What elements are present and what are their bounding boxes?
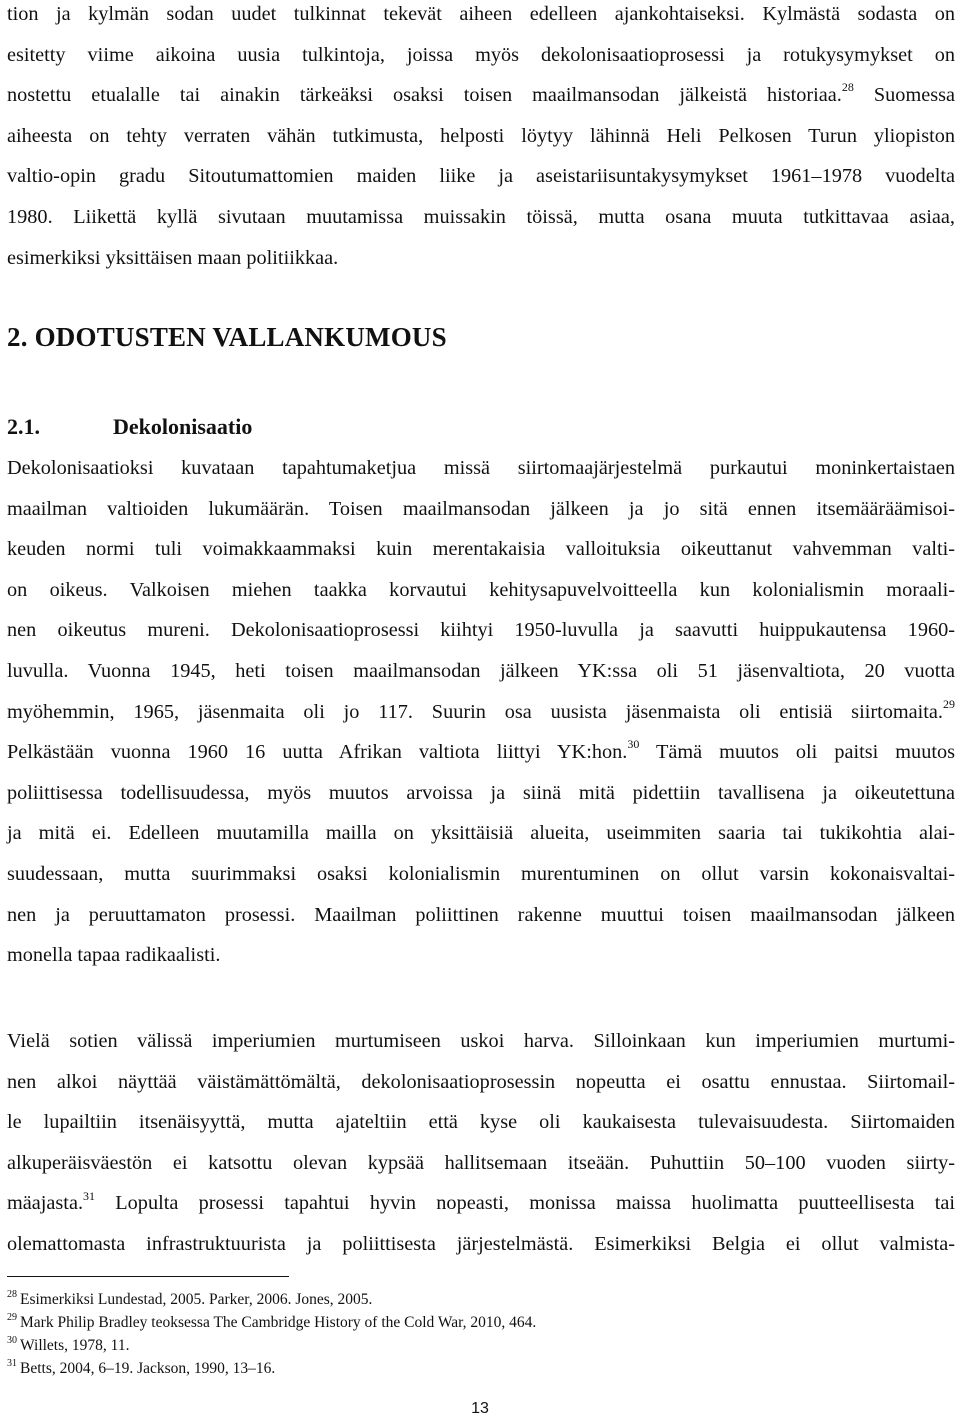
text-line: olemattomasta infrastruktuurista ja poliittisesta järjestelmästä. Esimerkiksi Belgia ei ollut valmista- [7, 1232, 955, 1255]
text-line: esimerkiksi yksittäisen maan politiikkaa. [7, 246, 339, 269]
section-title: Dekolonisaatio [113, 414, 253, 439]
text-line: nen oikeutus mureni. Dekolonisaatioprosessi kiihtyi 1950-luvulla ja saavutti huippukautensa 1960- [7, 619, 955, 642]
text-fragment: Suomessa [873, 84, 956, 107]
text-line: valtio-opin gradu Sitoutumattomien maiden liike ja aseistariisuntakysymykset 1961–1978 vuodelta [7, 165, 955, 188]
footnote-number: 30 [7, 1334, 17, 1346]
text-line: aiheesta on tehty verraten vähän tutkimusta, helposti löytyy lähinnä Heli Pelkosen Turun yliopiston [7, 124, 955, 147]
text-line: Vielä sotien välissä imperiumien murtumiseen uskoi harva. Silloinkaan kun imperiumien murtumi- [7, 1030, 955, 1052]
text-line: maailman valtioiden lukumäärän. Toisen maailmansodan jälkeen ja jo sitä ennen itsemääräämisoi- [7, 497, 955, 520]
text-line: esitetty viime aikoina uusia tulkintoja, joissa myös dekolonisaatioprosessi ja rotukysymykset on [7, 43, 955, 66]
text-line: on oikeus. Valkoisen miehen taakka korvautui kehitysapuvelvoitteella kun kolonialismin moraali- [7, 578, 955, 601]
text-line: luvulla. Vuonna 1945, heti toisen maailmansodan jälkeen YK:ssa oli 51 jäsenvaltiota, 20 vuotta [7, 659, 955, 682]
text-line: nen ja peruuttamaton prosessi. Maailman poliittinen rakenne muuttui toisen maailmansodan jälkeen [7, 903, 955, 926]
text-fragment: nostettu etualalle tai ainakin tärkeäksi osaksi toisen maailmansodan jälkeistä historiaa. [7, 84, 842, 107]
text-fragment: Lopulta prosessi tapahtui hyvin nopeasti, monissa maissa huolimatta puutteellisesta tai [115, 1192, 955, 1215]
text-line: ja mitä ei. Edelleen muutamilla mailla on yksittäisiä alueita, useimmiten saaria tai tukikohtia alai- [7, 822, 955, 845]
footnote-text: Mark Philip Bradley teoksessa The Cambridge History of the Cold War, 2010, 464. [20, 1314, 537, 1331]
text-line: suudessaan, mutta suurimmaksi osaksi kolonialismin murentuminen on ollut varsin kokonaisvaltai- [7, 862, 955, 885]
footnote-number: 28 [7, 1288, 17, 1300]
footnote-number: 31 [7, 1357, 17, 1369]
footnote-text: Betts, 2004, 6–19. Jackson, 1990, 13–16. [20, 1360, 276, 1377]
text-line [7, 732, 955, 773]
footnote-ref-29[interactable]: 29 [943, 696, 955, 711]
footnote-30 [7, 1334, 947, 1357]
intro-paragraph [7, 0, 955, 278]
footnote-28 [7, 1288, 947, 1311]
text-fragment: Tämä muutos oli paitsi muutos [655, 741, 955, 764]
section-number: 2.1. [7, 414, 40, 439]
footnote-ref-31[interactable]: 31 [83, 1188, 96, 1203]
footnote-separator [7, 1276, 289, 1277]
footnote-31 [7, 1357, 947, 1380]
text-fragment: mäajasta. [7, 1192, 84, 1215]
text-line: poliittisessa todellisuudessa, myös muutos arvoissa ja siinä mitä pidettiin tavallisena ja oikeutettuna [7, 781, 955, 804]
text-line: tion ja kylmän sodan uudet tulkinnat tekevät aiheen edelleen ajankohtaiseksi. Kylmästä sodasta on [7, 3, 955, 25]
text-line: keuden normi tuli voimakkaammaksi kuin merentakaisia valloituksia oikeuttanut vahvemman valti- [7, 538, 955, 561]
text-line: le lupailtiin itsenäisyyttä, mutta ajateltiin että kyse oli kaukaisesta tulevaisuudesta. Siirtomaiden [7, 1111, 955, 1134]
text-line [7, 692, 955, 733]
footnote-29 [7, 1311, 947, 1334]
text-fragment: Pelkästään vuonna 1960 16 uutta Afrikan valtiota liittyi YK:hon. [7, 741, 628, 764]
text-line: nen alkoi näyttää väistämättömältä, dekolonisaatioprosessin nopeutta ei osattu ennustaa. Siirtomail- [7, 1070, 955, 1093]
chapter-heading: 2. ODOTUSTEN VALLANKUMOUS [7, 322, 447, 352]
text-line [7, 1183, 955, 1224]
text-fragment: myöhemmin, 1965, jäsenmaita oli jo 117. Suurin osa uusista jäsenmaista oli entisiä siirtomaita. [7, 700, 943, 723]
footnote-number: 29 [7, 1311, 17, 1323]
section-paragraph-2 [7, 1021, 955, 1265]
text-line [7, 75, 955, 116]
page-number: 13 [471, 1400, 489, 1417]
footnote-ref-30[interactable]: 30 [627, 737, 640, 752]
text-line: 1980. Liikettä kyllä sivutaan muutamissa muissakin töissä, mutta osana muuta tutkittavaa asiaa, [7, 205, 955, 228]
footnotes [7, 1288, 947, 1380]
section-heading [7, 414, 252, 440]
footnote-text: Willets, 1978, 11. [20, 1337, 130, 1354]
footnote-text: Esimerkiksi Lundestad, 2005. Parker, 2006. Jones, 2005. [20, 1291, 373, 1308]
text-line: alkuperäisväestön ei katsottu olevan kypsää hallitsemaan itseään. Puhuttiin 50–100 vuoden siirty- [7, 1151, 955, 1174]
footnote-ref-28[interactable]: 28 [841, 80, 854, 95]
section-paragraph-1 [7, 448, 955, 976]
text-line: monella tapaa radikaalisti. [7, 944, 221, 967]
text-line: Dekolonisaatioksi kuvataan tapahtumaketjua missä siirtomaajärjestelmä purkautui moninkertaistaen [7, 457, 955, 479]
